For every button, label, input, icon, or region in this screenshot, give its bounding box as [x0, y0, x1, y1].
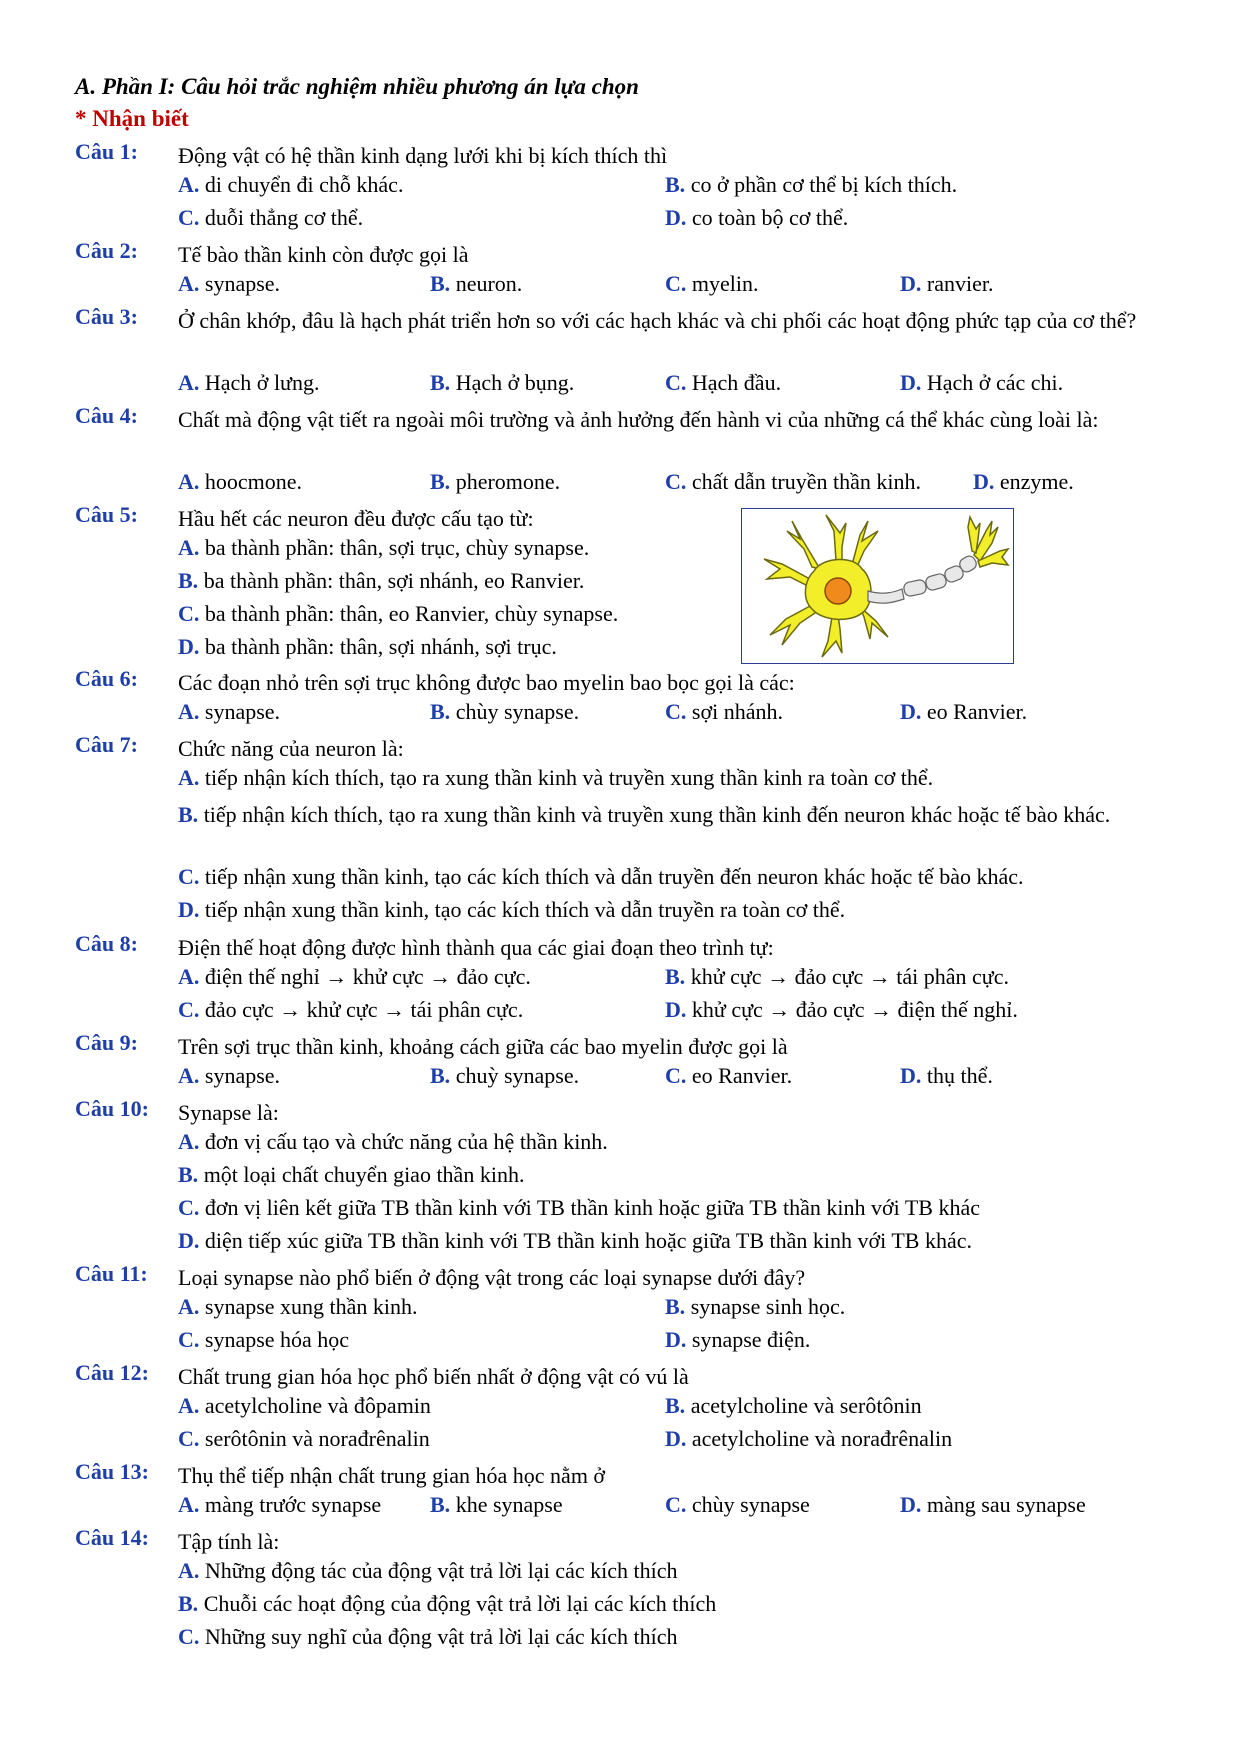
option-c: C. chùy synapse — [665, 1492, 810, 1517]
option-d: D. ranvier. — [900, 271, 994, 296]
option-a: A. synapse. — [178, 1063, 281, 1088]
question-label: Câu 14: — [75, 1525, 149, 1550]
option-c: C. ba thành phần: thân, eo Ranvier, chùy synapse. — [178, 601, 619, 626]
option-b: B. Chuỗi các hoạt động của động vật trả lời lại các kích thích — [178, 1591, 717, 1616]
option-c: C. serôtônin và norađrênalin — [178, 1426, 430, 1451]
option-c: C. Hạch đầu. — [665, 370, 782, 395]
option-b: B. co ở phần cơ thể bị kích thích. — [665, 172, 958, 197]
option-a: A. synapse xung thần kinh. — [178, 1294, 418, 1319]
option-b: B. neuron. — [430, 271, 523, 296]
option-a: A. đơn vị cấu tạo và chức năng của hệ thần kinh. — [178, 1129, 608, 1154]
option-d: D. ba thành phần: thân, sợi nhánh, sợi trục. — [178, 634, 557, 659]
question-label: Câu 6: — [75, 666, 138, 691]
question-label: Câu 1: — [75, 139, 138, 164]
question-label: Câu 3: — [75, 304, 138, 329]
option-d: D. Hạch ở các chi. — [900, 370, 1064, 395]
option-a: A. acetylcholine và đôpamin — [178, 1393, 431, 1418]
question-text: Các đoạn nhỏ trên sợi trục không được bao myelin bao bọc gọi là các: — [178, 670, 795, 695]
question-text: Thụ thể tiếp nhận chất trung gian hóa học nằm ở — [178, 1463, 606, 1488]
subsection-heading: * Nhận biết — [75, 106, 189, 131]
option-a: A. synapse. — [178, 699, 281, 724]
option-b: B. acetylcholine và serôtônin — [665, 1393, 922, 1418]
option-a: A. màng trước synapse — [178, 1492, 382, 1517]
question-text: Hầu hết các neuron đều được cấu tạo từ: — [178, 506, 534, 531]
question-label: Câu 12: — [75, 1360, 149, 1385]
option-b: B. ba thành phần: thân, sợi nhánh, eo Ranvier. — [178, 568, 585, 593]
option-d: D. co toàn bộ cơ thể. — [665, 205, 849, 230]
question-label: Câu 11: — [75, 1261, 148, 1286]
section-title: A. Phần I: Câu hỏi trắc nghiệm nhiều phương án lựa chọn — [75, 74, 639, 99]
question-label: Câu 9: — [75, 1030, 138, 1055]
option-a: A. Hạch ở lưng. — [178, 370, 320, 395]
option-c: C. tiếp nhận xung thần kinh, tạo các kích thích và dẫn truyền đến neuron khác hoặc tế bào khác. — [178, 864, 1024, 889]
option-b: B. khử cực → đảo cực → tái phân cực. — [665, 964, 1009, 989]
question-text: Ở chân khớp, đâu là hạch phát triển hơn so với các hạch khác và chi phối các hoạt động phức tạp của cơ thể? — [178, 308, 1137, 333]
option-a: A. ba thành phần: thân, sợi trục, chùy synapse. — [178, 535, 590, 560]
option-d: D. thụ thể. — [900, 1063, 993, 1088]
option-c: C. eo Ranvier. — [665, 1063, 793, 1088]
option-c: C. synapse hóa học — [178, 1327, 350, 1352]
question-label: Câu 10: — [75, 1096, 149, 1121]
option-b: B. pheromone. — [430, 469, 561, 494]
question-text: Tập tính là: — [178, 1529, 280, 1554]
question-label: Câu 2: — [75, 238, 138, 263]
option-d: D. acetylcholine và norađrênalin — [665, 1426, 953, 1451]
question-text: Động vật có hệ thần kinh dạng lưới khi bị kích thích thì — [178, 143, 668, 168]
option-b: B. khe synapse — [430, 1492, 563, 1517]
question-label: Câu 7: — [75, 732, 138, 757]
option-c: C. Những suy nghĩ của động vật trả lời lại các kích thích — [178, 1624, 678, 1649]
question-label: Câu 4: — [75, 403, 138, 428]
question-label: Câu 5: — [75, 502, 138, 527]
option-d: D. synapse điện. — [665, 1327, 811, 1352]
question-text: Chất trung gian hóa học phổ biến nhất ở động vật có vú là — [178, 1364, 689, 1389]
question-text: Tế bào thần kinh còn được gọi là — [178, 242, 469, 267]
option-c: C. đơn vị liên kết giữa TB thần kinh với TB thần kinh hoặc giữa TB thần kinh với TB khác — [178, 1195, 980, 1220]
option-d: D. khử cực → đảo cực → điện thế nghỉ. — [665, 997, 1018, 1022]
option-b: B. một loại chất chuyển giao thần kinh. — [178, 1162, 525, 1187]
question-text: Synapse là: — [178, 1100, 279, 1125]
option-b: B. synapse sinh học. — [665, 1294, 846, 1319]
question-text: Loại synapse nào phổ biến ở động vật trong các loại synapse dưới đây? — [178, 1265, 806, 1290]
option-a: A. hoocmone. — [178, 469, 303, 494]
option-d: D. eo Ranvier. — [900, 699, 1028, 724]
question-text: Trên sợi trục thần kinh, khoảng cách giữa các bao myelin được gọi là — [178, 1034, 788, 1059]
option-b: B. chùy synapse. — [430, 699, 580, 724]
option-c: C. duỗi thẳng cơ thể. — [178, 205, 364, 230]
question-text: Điện thế hoạt động được hình thành qua các giai đoạn theo trình tự: — [178, 935, 774, 960]
option-b: B. tiếp nhận kích thích, tạo ra xung thần kinh và truyền xung thần kinh đến neuron khác hoặc tế bào khác. — [178, 802, 1111, 827]
option-b: B. Hạch ở bụng. — [430, 370, 575, 395]
option-d: D. diện tiếp xúc giữa TB thần kinh với TB thần kinh hoặc giữa TB thần kinh với TB khác. — [178, 1228, 973, 1253]
option-c: C. sợi nhánh. — [665, 699, 783, 724]
neuron-icon — [742, 509, 1012, 662]
option-c: C. myelin. — [665, 271, 759, 296]
option-a: A. synapse. — [178, 271, 281, 296]
question-label: Câu 13: — [75, 1459, 149, 1484]
option-a: A. Những động tác của động vật trả lời lại các kích thích — [178, 1558, 678, 1583]
option-a: A. tiếp nhận kích thích, tạo ra xung thần kinh và truyền xung thần kinh ra toàn cơ thể. — [178, 765, 934, 790]
question-text: Chất mà động vật tiết ra ngoài môi trường và ảnh hưởng đến hành vi của những cá thể khác cùng loài là: — [178, 407, 1099, 432]
neuron-illustration — [741, 508, 1014, 664]
question-text: Chức năng của neuron là: — [178, 736, 404, 761]
option-a: A. di chuyển đi chỗ khác. — [178, 172, 404, 197]
option-c: C. chất dẫn truyền thần kinh. — [665, 469, 921, 494]
option-b: B. chuỳ synapse. — [430, 1063, 580, 1088]
option-d: D. màng sau synapse — [900, 1492, 1086, 1517]
option-d: D. enzyme. — [973, 469, 1074, 494]
question-label: Câu 8: — [75, 931, 138, 956]
option-a: A. điện thế nghỉ → khử cực → đảo cực. — [178, 964, 531, 989]
option-d: D. tiếp nhận xung thần kinh, tạo các kích thích và dẫn truyền ra toàn cơ thể. — [178, 897, 846, 922]
option-c: C. đảo cực → khử cực → tái phân cực. — [178, 997, 524, 1022]
